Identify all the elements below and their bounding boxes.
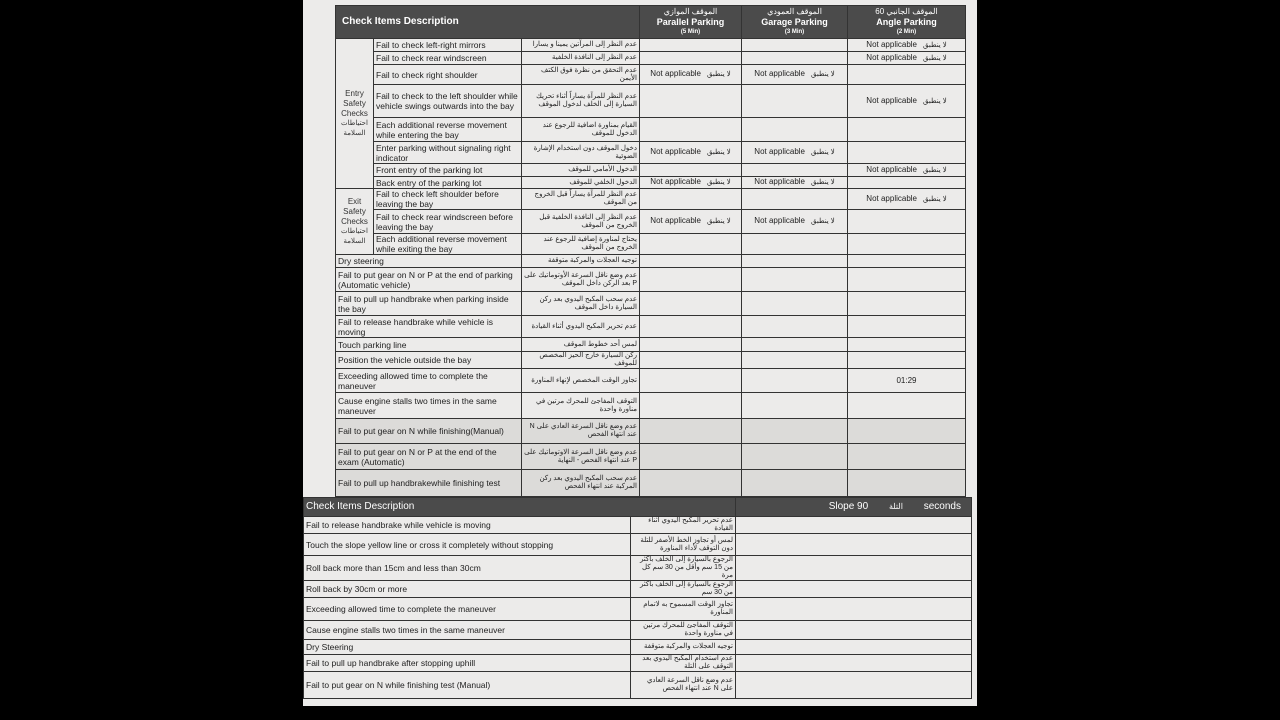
- garage-parking-header: [742, 6, 848, 39]
- slope-description-header: Check Items Description: [304, 498, 736, 517]
- table-row: [336, 164, 966, 177]
- slope-check-item-en: Fail to release handbrake while vehicle is moving: [304, 517, 631, 534]
- garage-score-cell[interactable]: [742, 316, 848, 338]
- parallel-score-cell[interactable]: [640, 118, 742, 142]
- angle-score-cell[interactable]: [848, 39, 966, 52]
- not-applicable-en: Not applicable: [866, 52, 917, 62]
- check-item-ar: عدم سحب المكبح اليدوي بعد ركن السيارة داخل الموقف: [522, 292, 640, 316]
- garage-score-cell[interactable]: [742, 470, 848, 497]
- slope-check-item-ar: التوقف المفاجئ للمحرك مرتين في مناورة واحدة: [631, 621, 736, 640]
- check-item-en: Front entry of the parking lot: [374, 164, 522, 177]
- slope-table-row: [304, 556, 972, 581]
- check-item-en: Fail to check right shoulder: [374, 65, 522, 85]
- angle-score-cell[interactable]: [848, 85, 966, 118]
- parallel-score-cell[interactable]: [640, 177, 742, 189]
- table-row: [336, 393, 966, 419]
- not-applicable-ar: لا ينطبق: [811, 218, 835, 225]
- not-applicable-ar: لا ينطبق: [811, 149, 835, 156]
- not-applicable-en: Not applicable: [866, 193, 917, 203]
- slope-table-row: [304, 517, 972, 534]
- check-item-en: Fail to pull up handbrake when parking inside the bay: [336, 292, 522, 316]
- header-en: Garage Parking: [761, 17, 828, 27]
- slope-table-row: [304, 621, 972, 640]
- header-time: (2 Min): [896, 29, 917, 35]
- table-row: [336, 255, 966, 268]
- table-row: [336, 52, 966, 65]
- garage-score-cell[interactable]: [742, 189, 848, 210]
- angle-score-cell[interactable]: [848, 177, 966, 189]
- parallel-score-cell[interactable]: [640, 444, 742, 470]
- slope-check-item-en: Dry Steering: [304, 640, 631, 655]
- group-label-ar: احتياطات السلامة: [341, 119, 368, 137]
- garage-score-cell[interactable]: [742, 164, 848, 177]
- garage-score-cell[interactable]: [742, 39, 848, 52]
- garage-score-cell[interactable]: [742, 268, 848, 292]
- not-applicable-en: Not applicable: [754, 147, 805, 156]
- not-applicable-ar: لا ينطبق: [923, 97, 947, 105]
- angle-score-cell[interactable]: [848, 292, 966, 316]
- parallel-score-cell[interactable]: [640, 255, 742, 268]
- slope-table-row: [304, 598, 972, 621]
- parallel-score-cell[interactable]: [640, 164, 742, 177]
- inspection-form-sheet: [303, 0, 977, 706]
- garage-score-cell[interactable]: [742, 338, 848, 352]
- not-applicable-ar: لا ينطبق: [707, 218, 731, 225]
- check-item-en: Each additional reverse movement while exiting the bay: [374, 234, 522, 255]
- slope-table-row: [304, 581, 972, 598]
- not-applicable-ar: لا ينطبق: [923, 54, 947, 62]
- angle-score-cell[interactable]: [848, 369, 966, 393]
- check-item-en: Each additional reverse movement while entering the bay: [374, 118, 522, 142]
- table-row: [336, 470, 966, 497]
- table-row: [336, 65, 966, 85]
- check-item-ar: عدم النظر للمرآة يساراً قبل الخروج من الموقف: [522, 189, 640, 210]
- angle-score-cell[interactable]: [848, 210, 966, 234]
- garage-score-cell[interactable]: [742, 85, 848, 118]
- not-applicable-en: Not applicable: [866, 164, 917, 174]
- slope-check-item-en: Touch the slope yellow line or cross it completely without stopping: [304, 534, 631, 556]
- check-item-en: Dry steering: [336, 255, 522, 268]
- angle-score-cell[interactable]: [848, 470, 966, 497]
- check-item-ar: تجاوز الوقت المخصص لإنهاء المناورة: [522, 369, 640, 393]
- table-row: [336, 292, 966, 316]
- table-row: [336, 189, 966, 210]
- check-item-en: Enter parking without signaling right indicator: [374, 142, 522, 164]
- check-item-en: Back entry of the parking lot: [374, 177, 522, 189]
- angle-score-cell[interactable]: [848, 268, 966, 292]
- slope-check-item-ar: لمس أو تجاوز الخط الأصفر للتلة دون التوقف لأداء المناورة: [631, 534, 736, 556]
- angle-score-cell[interactable]: [848, 338, 966, 352]
- check-item-ar: الدخول الأمامي للموقف: [522, 164, 640, 177]
- not-applicable-en: Not applicable: [754, 177, 805, 186]
- check-item-en: Cause engine stalls two times in the same maneuver: [336, 393, 522, 419]
- group-label-en: Entry Safety Checks: [341, 88, 368, 118]
- not-applicable-en: Not applicable: [650, 147, 701, 156]
- check-item-en: Position the vehicle outside the bay: [336, 352, 522, 369]
- header-ar: الموقف الموازي: [663, 7, 718, 16]
- table-row: [336, 419, 966, 444]
- form-tables: [303, 5, 977, 699]
- garage-score-cell[interactable]: [742, 352, 848, 369]
- header-time: (5 Min): [680, 29, 701, 35]
- table-row: [336, 85, 966, 118]
- garage-score-cell[interactable]: [742, 142, 848, 164]
- slope-check-item-en: Fail to put gear on N while finishing test (Manual): [304, 672, 631, 699]
- check-item-ar: التوقف المفاجئ للمحرك مرتين في مناورة واحدة: [522, 393, 640, 419]
- slope-title-ar: التلة: [888, 502, 903, 511]
- elapsed-time-value: 01:29: [896, 375, 917, 385]
- angle-score-cell[interactable]: [848, 142, 966, 164]
- parallel-score-cell[interactable]: [640, 52, 742, 65]
- slope-check-item-en: Cause engine stalls two times in the same maneuver: [304, 621, 631, 640]
- slope-table-row: [304, 655, 972, 672]
- check-item-en: Fail to put gear on N or P at the end of parking (Automatic vehicle): [336, 268, 522, 292]
- check-item-en: Fail to put gear on N while finishing(Manual): [336, 419, 522, 444]
- slope-score-cell[interactable]: [736, 655, 972, 672]
- table-row: [336, 338, 966, 352]
- slope-score-cell[interactable]: [736, 640, 972, 655]
- not-applicable-en: Not applicable: [866, 39, 917, 49]
- slope-check-item-ar: تجاوز الوقت المسموح به لاتمام المناورة: [631, 598, 736, 621]
- slope-check-item-ar: عدم استخدام المكبح اليدوي بعد التوقف على التلة: [631, 655, 736, 672]
- parallel-score-cell[interactable]: [640, 85, 742, 118]
- angle-score-cell[interactable]: [848, 393, 966, 419]
- parallel-score-cell[interactable]: [640, 369, 742, 393]
- check-item-en: Fail to release handbrake while vehicle is moving: [336, 316, 522, 338]
- parallel-parking-header: [640, 6, 742, 39]
- not-applicable-ar: لا ينطبق: [923, 195, 947, 203]
- parallel-score-cell[interactable]: [640, 338, 742, 352]
- check-items-description-header: Check Items Description: [336, 6, 640, 39]
- parallel-score-cell[interactable]: [640, 189, 742, 210]
- check-item-ar: عدم سحب المكبح اليدوي بعد ركن المركبة عند انتهاء الفحص: [522, 470, 640, 497]
- angle-score-cell[interactable]: [848, 52, 966, 65]
- slope-check-item-en: Fail to pull up handbrake after stopping uphill: [304, 655, 631, 672]
- table-row: [336, 444, 966, 470]
- header-ar: الموقف الجانبي 60: [875, 7, 938, 16]
- slope-score-cell[interactable]: [736, 556, 972, 581]
- slope-check-item-en: Roll back more than 15cm and less than 30cm: [304, 556, 631, 581]
- parallel-score-cell[interactable]: [640, 142, 742, 164]
- table-row: [336, 316, 966, 338]
- check-item-en: Fail to check to the left shoulder while vehicle swings outwards into the bay: [374, 85, 522, 118]
- check-item-ar: ركن السيارة خارج الحيز المخصص للموقف: [522, 352, 640, 369]
- not-applicable-en: Not applicable: [754, 69, 805, 78]
- group-label-en: Exit Safety Checks: [341, 196, 368, 226]
- check-item-ar: عدم النظر للمرآة يساراً أثناء تحريك السيارة إلى الخلف لدخول الموقف: [522, 85, 640, 118]
- slope-table-row: [304, 672, 972, 699]
- garage-score-cell[interactable]: [742, 118, 848, 142]
- table-row: [336, 177, 966, 189]
- slope-score-cell[interactable]: [736, 517, 972, 534]
- slope-check-item-en: Roll back by 30cm or more: [304, 581, 631, 598]
- not-applicable-ar: لا ينطبق: [707, 149, 731, 156]
- garage-score-cell[interactable]: [742, 234, 848, 255]
- parallel-score-cell[interactable]: [640, 292, 742, 316]
- parallel-score-cell[interactable]: [640, 352, 742, 369]
- garage-score-cell[interactable]: [742, 393, 848, 419]
- slope-score-cell[interactable]: [736, 621, 972, 640]
- header-time: (3 Min): [784, 29, 805, 35]
- parallel-score-cell[interactable]: [640, 316, 742, 338]
- angle-score-cell[interactable]: [848, 444, 966, 470]
- table-row: [336, 268, 966, 292]
- not-applicable-ar: لا ينطبق: [811, 71, 835, 78]
- not-applicable-en: Not applicable: [650, 69, 701, 78]
- angle-score-cell[interactable]: [848, 164, 966, 177]
- entry-safety-checks-label: [336, 39, 374, 189]
- table-row: [336, 118, 966, 142]
- slope-check-item-ar: عدم تحرير المكبح اليدوي أثناء القيادة: [631, 517, 736, 534]
- garage-score-cell[interactable]: [742, 419, 848, 444]
- check-item-en: Fail to check left-right mirrors: [374, 39, 522, 52]
- check-item-ar: عدم النظر إلى النافذة الخلفية: [522, 52, 640, 65]
- slope-check-item-ar: عدم وضع ناقل السرعة العادي على N عند انتهاء الفحص: [631, 672, 736, 699]
- check-item-en: Fail to check rear windscreen before leaving the bay: [374, 210, 522, 234]
- header-en: Parallel Parking: [656, 17, 725, 27]
- parallel-score-cell[interactable]: [640, 65, 742, 85]
- slope-title: Slope: [828, 501, 855, 512]
- angle-score-cell[interactable]: [848, 118, 966, 142]
- angle-score-cell[interactable]: [848, 189, 966, 210]
- slope-check-item-en: Exceeding allowed time to complete the maneuver: [304, 598, 631, 621]
- exit-safety-checks-label: [336, 189, 374, 255]
- table-row: [336, 142, 966, 164]
- header-ar: الموقف العمودي: [767, 7, 822, 16]
- check-item-ar: يحتاج لمناورة إضافية للرجوع عند الخروج من الموقف: [522, 234, 640, 255]
- check-item-ar: عدم وضع ناقل السرعة الأوتوماتيك على P بعد الركن داخل الموقف: [522, 268, 640, 292]
- slope-score-cell[interactable]: [736, 581, 972, 598]
- parking-checklist-table: [335, 5, 966, 497]
- garage-score-cell[interactable]: [742, 369, 848, 393]
- not-applicable-en: Not applicable: [754, 216, 805, 225]
- check-item-ar: دخول الموقف دون استخدام الإشارة الضوئية: [522, 142, 640, 164]
- check-item-ar: لمس أحد خطوط الموقف: [522, 338, 640, 352]
- slope-check-item-ar: توجيه العجلات والمركبة متوقفة: [631, 640, 736, 655]
- check-item-ar: الدخول الخلفي للموقف: [522, 177, 640, 189]
- not-applicable-en: Not applicable: [866, 95, 917, 105]
- slope-check-item-ar: الرجوع بالسيارة إلى الخلف بأكثر من 30 سم: [631, 581, 736, 598]
- check-item-en: Fail to check left shoulder before leaving the bay: [374, 189, 522, 210]
- garage-score-cell[interactable]: [742, 444, 848, 470]
- check-item-ar: عدم وضع ناقل السرعة العادي على N عند انتهاء الفحص: [522, 419, 640, 444]
- not-applicable-ar: لا ينطبق: [707, 179, 731, 186]
- check-item-ar: عدم النظر إلى المرآتين يمينا و يسارا: [522, 39, 640, 52]
- check-item-ar: عدم التحقق من نظرة فوق الكتف الأيمن: [522, 65, 640, 85]
- parallel-score-cell[interactable]: [640, 210, 742, 234]
- parallel-score-cell[interactable]: [640, 419, 742, 444]
- table-row: [336, 39, 966, 52]
- not-applicable-en: Not applicable: [650, 177, 701, 186]
- check-item-en: Exceeding allowed time to complete the maneuver: [336, 369, 522, 393]
- slope-time-limit: 90 seconds: [857, 501, 961, 512]
- slope-score-cell[interactable]: [736, 534, 972, 556]
- slope-title-header: [736, 498, 972, 517]
- parallel-score-cell[interactable]: [640, 39, 742, 52]
- check-item-ar: عدم وضع ناقل السرعة الاوتوماتيك على P عند انتهاء الفحص - النهاية: [522, 444, 640, 470]
- angle-score-cell[interactable]: [848, 234, 966, 255]
- table-row: [336, 234, 966, 255]
- slope-score-cell[interactable]: [736, 598, 972, 621]
- parallel-score-cell[interactable]: [640, 234, 742, 255]
- check-item-ar: عدم النظر إلى النافذة الخلفية قبل الخروج من الموقف: [522, 210, 640, 234]
- check-item-en: Touch parking line: [336, 338, 522, 352]
- garage-score-cell[interactable]: [742, 210, 848, 234]
- header-en: Angle Parking: [876, 17, 937, 27]
- check-item-en: Fail to put gear on N or P at the end of the exam (Automatic): [336, 444, 522, 470]
- angle-score-cell[interactable]: [848, 65, 966, 85]
- angle-score-cell[interactable]: [848, 419, 966, 444]
- not-applicable-ar: لا ينطبق: [923, 41, 947, 49]
- check-item-en: Fail to pull up handbrakewhile finishing test: [336, 470, 522, 497]
- not-applicable-en: Not applicable: [650, 216, 701, 225]
- angle-score-cell[interactable]: [848, 316, 966, 338]
- angle-score-cell[interactable]: [848, 255, 966, 268]
- table-row: [336, 210, 966, 234]
- table-row: [336, 352, 966, 369]
- check-item-ar: عدم تحرير المكبح اليدوي أثناء القيادة: [522, 316, 640, 338]
- garage-score-cell[interactable]: [742, 292, 848, 316]
- slope-table-row: [304, 534, 972, 556]
- parallel-score-cell[interactable]: [640, 393, 742, 419]
- not-applicable-ar: لا ينطبق: [707, 71, 731, 78]
- slope-table-row: [304, 640, 972, 655]
- garage-score-cell[interactable]: [742, 255, 848, 268]
- check-item-ar: توجيه العجلات والمركبة متوقفة: [522, 255, 640, 268]
- check-item-en: Fail to check rear windscreen: [374, 52, 522, 65]
- not-applicable-ar: لا ينطبق: [811, 179, 835, 186]
- garage-score-cell[interactable]: [742, 65, 848, 85]
- slope-checklist-table: [303, 497, 972, 699]
- garage-score-cell[interactable]: [742, 52, 848, 65]
- parallel-score-cell[interactable]: [640, 470, 742, 497]
- table-row: [336, 369, 966, 393]
- angle-score-cell[interactable]: [848, 352, 966, 369]
- slope-check-item-ar: الرجوع بالسيارة إلى الخلف بأكثر من 15 سم وأقل من 30 سم كل مرة: [631, 556, 736, 581]
- not-applicable-ar: لا ينطبق: [923, 166, 947, 174]
- angle-parking-header: [848, 6, 966, 39]
- parallel-score-cell[interactable]: [640, 268, 742, 292]
- group-label-ar: احتياطات السلامة: [341, 227, 368, 245]
- slope-score-cell[interactable]: [736, 672, 972, 699]
- garage-score-cell[interactable]: [742, 177, 848, 189]
- check-item-ar: القيام بمناورة اضافية للرجوع عند الدخول للموقف: [522, 118, 640, 142]
